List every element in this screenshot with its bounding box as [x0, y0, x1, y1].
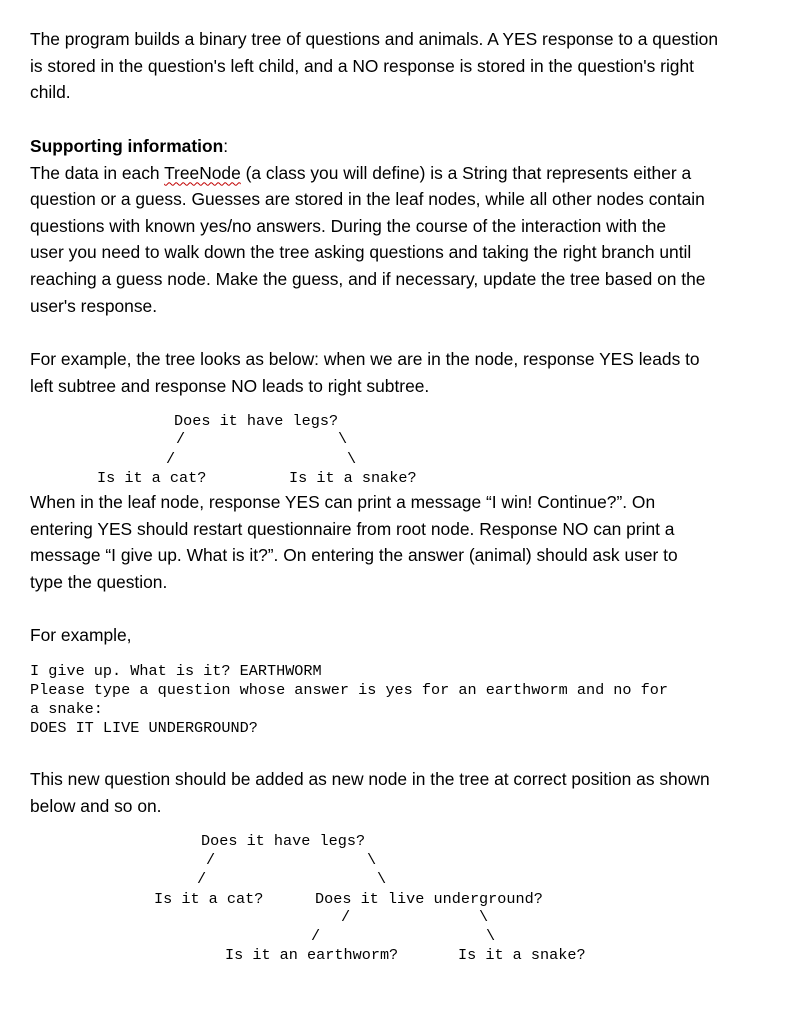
intro-line: is stored in the question's left child, and a NO response is stored in the question's right [30, 55, 694, 76]
treenode-term: TreeNode [164, 162, 241, 183]
new-question-paragraph [30, 766, 770, 819]
intro-line: The program builds a binary tree of questions and animals. A YES response to a question [30, 29, 718, 49]
tree2-right-node: Does it live underground? [315, 890, 543, 908]
tree1-left-leaf: Is it a cat? [97, 469, 207, 487]
tree1-left-branch: / [166, 450, 176, 468]
tree1-right-branch: \ [338, 430, 348, 448]
console-line: a snake: [30, 700, 103, 718]
tree2-left-branch: / [206, 851, 216, 869]
supporting-line [30, 160, 770, 187]
tree2-left-leaf: Is it a cat? [154, 890, 264, 908]
supporting-line: user's response. [30, 295, 158, 316]
console-line: I give up. What is it? EARTHWORM [30, 662, 322, 680]
tree2-snake-leaf: Is it a snake? [458, 946, 586, 964]
supporting-paragraph [30, 133, 770, 319]
example-intro-line: For example, the tree looks as below: when we are in the node, response YES leads to [30, 349, 700, 369]
console-line: DOES IT LIVE UNDERGROUND? [30, 719, 258, 737]
new-question-line: This new question should be added as new node in the tree at correct position as shown [30, 769, 710, 789]
leaf-node-line: message “I give up. What is it?”. On entering the answer (animal) should ask user to [30, 545, 678, 566]
tree2-sub-left-branch: / [341, 908, 351, 926]
tree2-right-branch: \ [377, 870, 387, 888]
intro-line: child. [30, 82, 71, 103]
tree1-root: Does it have legs? [174, 412, 339, 430]
leaf-node-paragraph [30, 489, 770, 595]
tree2-right-branch: \ [367, 851, 377, 869]
for-example-label [30, 622, 770, 649]
leaf-node-line: type the question. [30, 571, 168, 592]
tree2-sub-right-branch: \ [479, 908, 489, 926]
leaf-node-line: When in the leaf node, response YES can print a message “I win! Continue?”. On [30, 492, 656, 512]
supporting-heading-colon: : [223, 136, 229, 156]
tree2-root: Does it have legs? [201, 832, 366, 850]
supporting-heading-line [30, 133, 770, 160]
tree2-sub-left-branch: / [311, 927, 321, 945]
console-line: Please type a question whose answer is yes for an earthworm and no for [30, 681, 668, 699]
tree2-left-branch: / [197, 870, 207, 888]
tree1-right-leaf: Is it a snake? [289, 469, 417, 487]
supporting-heading: Supporting information [30, 136, 224, 156]
supporting-line: question or a guess. Guesses are stored in the leaf nodes, while all other nodes contain [30, 189, 705, 210]
example-intro-paragraph [30, 346, 770, 399]
leaf-node-line: entering YES should restart questionnaire from root node. Response NO can print a [30, 518, 675, 539]
tree2-earthworm-leaf: Is it an earthworm? [225, 946, 399, 964]
new-question-line: below and so on. [30, 795, 162, 816]
example-intro-line: left subtree and response NO leads to right subtree. [30, 375, 430, 396]
supporting-line: reaching a guess node. Make the guess, and if necessary, update the tree based on the [30, 268, 706, 289]
tree1-right-branch: \ [347, 450, 357, 468]
for-example-text: For example, [30, 625, 132, 645]
tree1-left-branch: / [176, 430, 186, 448]
supporting-line: questions with known yes/no answers. During the course of the interaction with the [30, 215, 667, 236]
supporting-text: The data in each [30, 162, 165, 183]
supporting-line: user you need to walk down the tree asking questions and taking the right branch until [30, 242, 692, 263]
intro-paragraph [30, 26, 770, 106]
tree2-sub-right-branch: \ [486, 927, 496, 945]
supporting-text: (a class you will define) is a String that represents either a [240, 162, 692, 183]
